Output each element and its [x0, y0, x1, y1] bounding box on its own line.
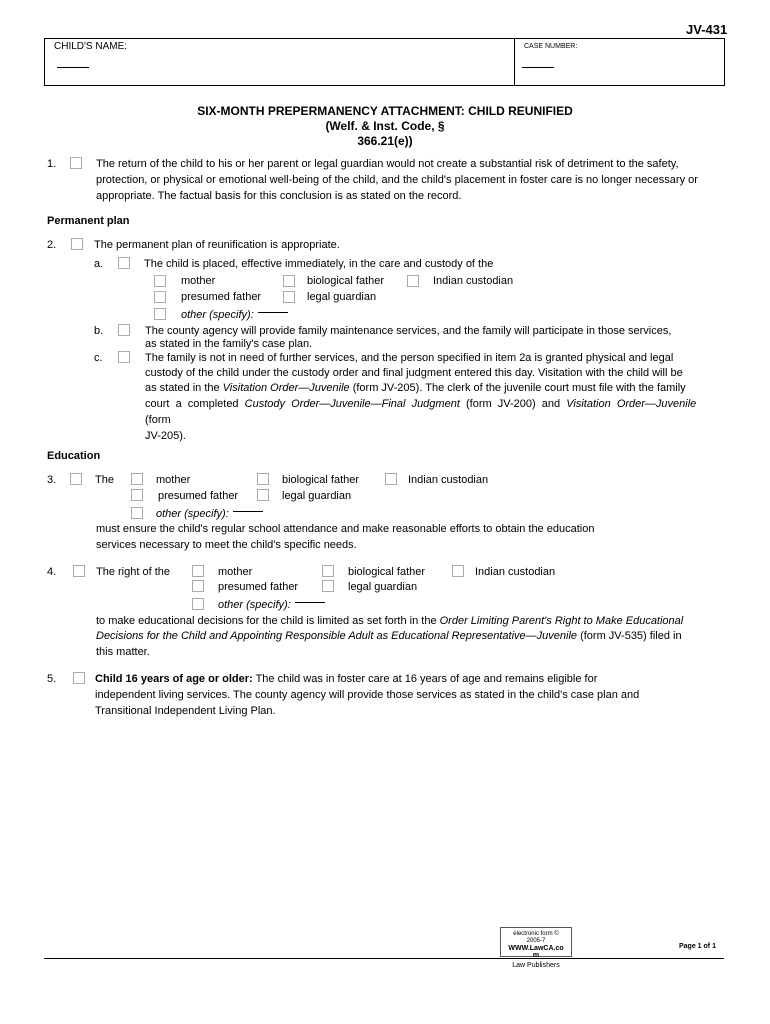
item4-legal-guardian-checkbox[interactable]: [322, 580, 334, 592]
item2c-line3-ital: Visitation Order—Juvenile: [222, 382, 350, 394]
item2a-other-field[interactable]: [258, 312, 288, 313]
title-line1: SIX-MONTH PREPERMANENCY ATTACHMENT: CHILD REUNIFIED: [197, 104, 573, 118]
item4-other-field[interactable]: [295, 602, 325, 603]
item2a-indian-custodian-checkbox[interactable]: [407, 275, 419, 287]
item2a-checkbox[interactable]: [118, 257, 130, 269]
item5-checkbox[interactable]: [73, 672, 85, 684]
item4-line2-post: (form JV-535) filed in: [577, 630, 682, 642]
item3-other-row: [156, 507, 263, 521]
item4-indian-custodian-label: Indian custodian: [475, 566, 556, 578]
item3-lead: The: [95, 474, 114, 486]
item4-bio-father-label: biological father: [348, 566, 426, 578]
item2c-line5: (form: [145, 414, 171, 426]
item1-checkbox[interactable]: [70, 157, 82, 169]
item4-checkbox[interactable]: [73, 565, 85, 577]
item3-presumed-father-checkbox[interactable]: [131, 489, 143, 501]
form-title: [0, 104, 770, 149]
item4-other-checkbox[interactable]: [192, 598, 204, 610]
footer-rule: [44, 958, 724, 959]
item3-other-field[interactable]: [233, 511, 263, 512]
case-header-box: [44, 38, 725, 86]
item4-bio-father-checkbox[interactable]: [322, 565, 334, 577]
item2a-bio-father-checkbox[interactable]: [283, 275, 295, 287]
item2a-legal-guardian-checkbox[interactable]: [283, 291, 295, 303]
item2c-line1: The family is not in need of further services, and the person specified in item 2a is granted physical and legal: [145, 352, 674, 364]
item1-number: 1.: [47, 158, 57, 170]
item4-presumed-father-checkbox[interactable]: [192, 580, 204, 592]
item2a-legal-guardian-label: legal guardian: [307, 291, 377, 303]
item5-line3: Transitional Independent Living Plan.: [95, 705, 276, 717]
item3-number: 3.: [47, 474, 57, 486]
item4-mother-label: mother: [218, 566, 253, 578]
item4-legal-guardian-label: legal guardian: [348, 581, 418, 593]
childs-name-field[interactable]: [57, 67, 89, 68]
item2c-line4-mid: (form JV-200) and: [459, 398, 567, 410]
publisher-name: Law Publishers: [512, 962, 560, 969]
stamp-line2: 2005-7: [526, 938, 546, 944]
item3-presumed-father-label: presumed father: [158, 490, 239, 502]
item4-mother-checkbox[interactable]: [192, 565, 204, 577]
item3-legal-guardian-checkbox[interactable]: [257, 489, 269, 501]
item2c-line4-pre: court a completed: [145, 398, 245, 410]
item3-checkbox[interactable]: [70, 473, 82, 485]
item2b-checkbox[interactable]: [118, 324, 130, 336]
item2-text: The permanent plan of reunification is appropriate.: [94, 239, 340, 251]
item2c-line2: custody of the child under the custody order and final judgment entered this day. Visitation with the child will be: [145, 367, 683, 379]
item4-line3: this matter.: [96, 646, 150, 658]
item3-other-checkbox[interactable]: [131, 507, 143, 519]
item2a-indian-custodian-label: Indian custodian: [433, 275, 514, 287]
form-id: JV-431: [686, 22, 728, 37]
item4-line2-ital: Decisions for the Child and Appointing Responsible Adult as Educational Representative—Juvenile: [96, 630, 578, 642]
item2a-text: The child is placed, effective immediately, in the care and custody of the: [144, 258, 494, 270]
item2c-line6: JV-205).: [145, 430, 186, 442]
item1-text: The return of the child to his or her parent or legal guardian would not create a substantial risk of detriment to the safety, protection, or physical or emotional well-being of the child, and the child's placement in foster care is no longer necessary or appropriate. The factual basis for this conclusion is as stated on the record.: [96, 158, 698, 202]
item3-other-label: other (specify):: [156, 508, 229, 520]
item2c-label: c.: [94, 352, 103, 364]
stamp-line3: WWW.LawCA.co: [508, 945, 564, 952]
item2c-line3-pre: as stated in the: [145, 382, 223, 394]
item2a-bio-father-label: biological father: [307, 275, 385, 287]
section-education: Education: [47, 450, 101, 462]
section-permanent-plan: Permanent plan: [47, 215, 130, 227]
item2a-other-row: [181, 308, 288, 322]
stamp-line1: electronic form ©: [513, 931, 559, 937]
item2a-label: a.: [94, 258, 104, 270]
item4-lead: The right of the: [96, 566, 170, 578]
item4-line1: [96, 614, 683, 628]
item2b-line1: The county agency will provide family maintenance services, and the family will participate in those services,: [145, 325, 672, 337]
item3-indian-custodian-label: Indian custodian: [408, 474, 489, 486]
title-line2: (Welf. & Inst. Code, §: [325, 119, 445, 133]
item4-presumed-father-label: presumed father: [218, 581, 299, 593]
item2a-mother-label: mother: [181, 275, 216, 287]
item2c-line3-post: (form JV-205). The clerk of the juvenile court must file with the family: [349, 382, 686, 394]
page-number: Page 1 of 1: [679, 943, 716, 950]
childs-name-label: CHILD'S NAME:: [54, 41, 128, 52]
item3-bio-father-checkbox[interactable]: [257, 473, 269, 485]
item2c-line4-ital1: Custody Order—Juvenile—Final Judgment: [244, 398, 460, 410]
item2b-line2: as stated in the family's case plan.: [145, 338, 313, 350]
item3-mother-checkbox[interactable]: [131, 473, 143, 485]
item2-number: 2.: [47, 239, 57, 251]
item3-legal-guardian-label: legal guardian: [282, 490, 352, 502]
title-line3: 366.21(e)): [357, 134, 413, 148]
item5-line2: independent living services. The county agency will provide those services as stated in the child's case plan and: [95, 689, 640, 701]
stamp-line4: m: [532, 952, 540, 959]
item2c-line4: [145, 397, 696, 411]
item4-other-label: other (specify):: [218, 599, 291, 611]
item3-bio-father-label: biological father: [282, 474, 360, 486]
item5-line1-text: The child was in foster care at 16 years of age and remains eligible for: [252, 673, 598, 685]
item3-mother-label: mother: [156, 474, 191, 486]
case-number-label: CASE NUMBER:: [524, 43, 578, 50]
item4-other-row: [218, 598, 325, 612]
case-number-field[interactable]: [522, 67, 554, 68]
item2a-mother-checkbox[interactable]: [154, 275, 166, 287]
item2a-presumed-father-checkbox[interactable]: [154, 291, 166, 303]
item3-text-line2: services necessary to meet the child's specific needs.: [96, 539, 357, 551]
item4-line1-ital: Order Limiting Parent's Right to Make Educational: [439, 615, 684, 627]
item2a-other-label: other (specify):: [181, 309, 254, 321]
item5-number: 5.: [47, 673, 57, 685]
item2c-checkbox[interactable]: [118, 351, 130, 363]
item2b-label: b.: [94, 325, 104, 337]
item3-indian-custodian-checkbox[interactable]: [385, 473, 397, 485]
item3-text-line1: must ensure the child's regular school attendance and make reasonable efforts to obtain the education: [96, 523, 595, 535]
publisher-stamp: [500, 927, 572, 957]
item5-line1: [95, 672, 597, 686]
item4-line2: [96, 629, 682, 643]
item2c-line4-ital2: Visitation Order—Juvenile: [566, 398, 697, 410]
item2-checkbox[interactable]: [71, 238, 83, 250]
item2c-line3: [145, 381, 686, 395]
header-divider: [514, 39, 515, 85]
item5-heading: Child 16 years of age or older:: [95, 673, 253, 685]
item2a-other-checkbox[interactable]: [154, 308, 166, 320]
item2a-presumed-father-label: presumed father: [181, 291, 262, 303]
item4-line1-pre: to make educational decisions for the child is limited as set forth in the: [96, 615, 440, 627]
item4-number: 4.: [47, 566, 57, 578]
item4-indian-custodian-checkbox[interactable]: [452, 565, 464, 577]
